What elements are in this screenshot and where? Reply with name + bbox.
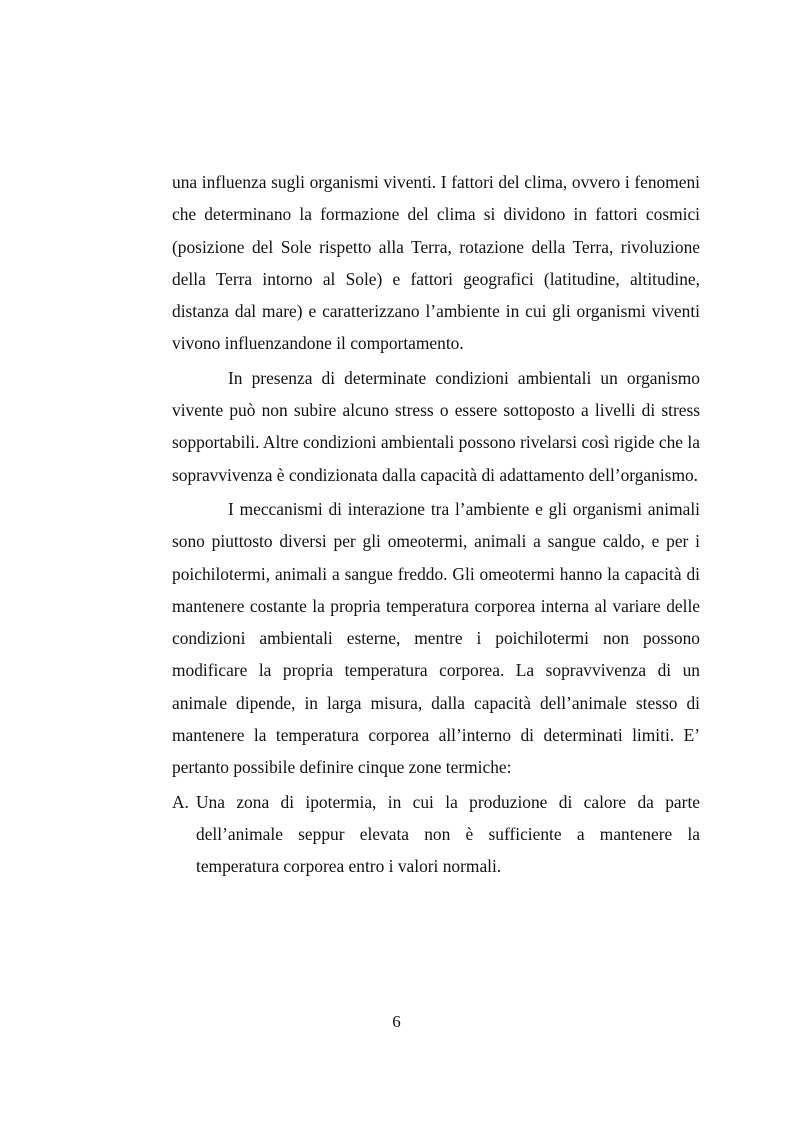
list-item-thermal-zone-a	[172, 786, 700, 883]
list-marker: A.	[172, 791, 189, 812]
paragraph-thermal-interaction: I meccanismi di interazione tra l’ambiente e gli organismi animali sono piuttosto diversi per gli omeotermi, animali a sangue caldo, e per i poichilotermi, animali a sangue freddo. Gli omeotermi hanno la capacità di mantenere costante la propria temperatura corporea interna al variare delle condizioni ambientali esterne, mentre i poichilotermi non possono modificare la propria temperatura corporea. La sopravvivenza di un animale dipende, in larga misura, dalla capacità dell’animale stesso di mantenere la temperatura corporea all’interno di determinati limiti. E’ pertanto possibile definire cinque zone termiche:	[172, 498, 700, 778]
body-text	[172, 166, 700, 883]
paragraph-environmental-conditions: In presenza di determinate condizioni ambientali un organismo vivente può non subire alcuno stress o essere sottoposto a livelli di stress sopportabili. Altre condizioni ambientali possono rivelarsi così rigide che la sopravvivenza è condizionata dalla capacità di adattamento dell’organismo.	[172, 367, 700, 485]
page-number: 6	[392, 1012, 401, 1031]
list-item-text: Una zona di ipotermia, in cui la produzione di calore da parte dell’animale seppur elevata non è sufficiente a mantenere la temperatura corporea entro i valori normali.	[196, 791, 700, 877]
paragraph-climate-factors: una influenza sugli organismi viventi. I fattori del clima, ovvero i fenomeni che determinano la formazione del clima si dividono in fattori cosmici (posizione del Sole rispetto alla Terra, rotazione della Terra, rivoluzione della Terra intorno al Sole) e fattori geografici (latitudine, altitudine, distanza dal mare) e caratterizzano l’ambiente in cui gli organismi viventi vivono influenzandone il comportamento.	[172, 172, 700, 354]
